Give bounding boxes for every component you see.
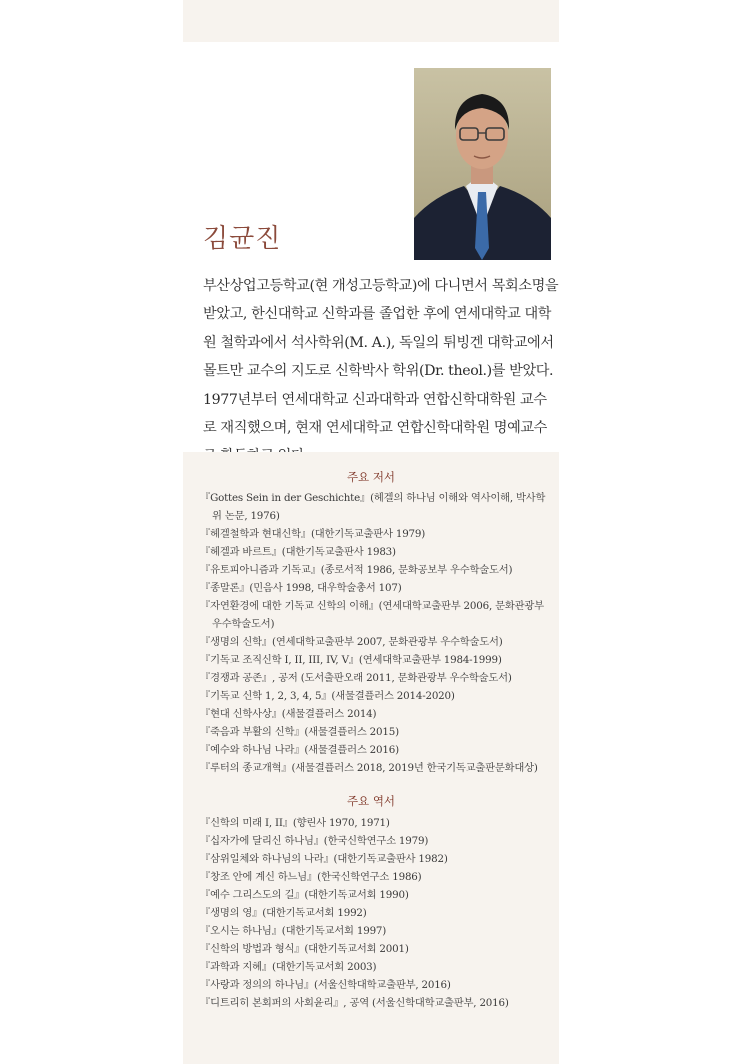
top-background-band — [183, 0, 559, 42]
list-item: 『삼위일체와 하나님의 나라』(대한기독교출판사 1982) — [200, 853, 448, 865]
list-item: 『과학과 지혜』(대한기독교서회 2003) — [200, 961, 377, 973]
major-works-list — [200, 489, 552, 777]
author-name: 김균진 — [203, 224, 282, 254]
list-item: 『생명의 영』(대한기독교서회 1992) — [200, 907, 367, 919]
list-item: 『예수와 하나님 나라』(새물결플러스 2016) — [200, 744, 399, 756]
author-portrait — [414, 68, 551, 260]
list-item: 『신학의 방법과 형식』(대한기독교서회 2001) — [200, 943, 409, 955]
list-item: 『경쟁과 공존』, 공저 (도서출판오래 2011, 문화관광부 우수학술도서) — [200, 672, 512, 684]
list-item: 『유토피아니즘과 기독교』(종로서적 1986, 문화공보부 우수학술도서) — [200, 564, 513, 576]
list-item: 『생명의 신학』(연세대학교출판부 2007, 문화관광부 우수학술도서) — [200, 636, 503, 648]
list-item: 『기독교 조직신학 I, II, III, IV, V』(연세대학교출판부 1984-1999) — [200, 654, 502, 666]
list-item: 『사랑과 정의의 하나님』(서울신학대학교출판부, 2016) — [200, 979, 451, 991]
list-item: 『디트리히 본회퍼의 사회윤리』, 공역 (서울신학대학교출판부, 2016) — [200, 997, 509, 1009]
list-item: 『현대 신학사상』(새물결플러스 2014) — [200, 708, 377, 720]
bibliography-panel — [183, 452, 559, 1064]
list-item: 『십자가에 달리신 하나님』(한국신학연구소 1979) — [200, 835, 429, 847]
author-bio: 부산상업고등학교(현 개성고등학교)에 다니면서 목회소명을 받았고, 한신대학교 신학과를 졸업한 후에 연세대학교 대학원 철학과에서 석사학위(M. A.), 독일의 튀빙겐 대학교에서 몰트만 교수의 지도로 신학박사 학위(Dr. theol.)를 받았다. 1977년부터 연세대학교 신과대학과 연합신학대학원 교수로 재직했으며, 현재 연세대학교 연합신학대학원 명예교수 — [203, 278, 559, 437]
major-translations-list — [200, 814, 552, 1012]
list-item: 『예수 그리스도의 길』(대한기독교서회 1990) — [200, 889, 409, 901]
list-item: 『Gottes Sein in der Geschichte』(헤겔의 하나님 이해와 역사이해, 박사학위 논문, 1976) — [200, 492, 546, 522]
list-item: 『자연환경에 대한 기독교 신학의 이해』(연세대학교출판부 2006, 문화관광부 우수학술도서) — [200, 600, 544, 630]
list-item: 『종말론』(민음사 1998, 대우학술총서 107) — [200, 582, 402, 594]
list-item: 『기독교 신학 1, 2, 3, 4, 5』(새물결플러스 2014-2020) — [200, 690, 455, 702]
list-item: 『신학의 미래 I, II』(향린사 1970, 1971) — [200, 817, 390, 829]
list-item: 『헤겔철학과 현대신학』(대한기독교출판사 1979) — [200, 528, 426, 540]
list-item: 『창조 안에 계신 하느님』(한국신학연구소 1986) — [200, 871, 422, 883]
list-item: 『헤겔과 바르트』(대한기독교출판사 1983) — [200, 546, 396, 558]
major-translations-title: 주요 역서 — [346, 794, 396, 808]
list-item: 『죽음과 부활의 신학』(새물결플러스 2015) — [200, 726, 399, 738]
list-item: 『오시는 하나님』(대한기독교서회 1997) — [200, 925, 387, 937]
major-works-title: 주요 저서 — [346, 470, 396, 484]
list-item: 『루터의 종교개혁』(새물결플러스 2018, 2019년 한국기독교출판문화대상) — [200, 762, 538, 774]
